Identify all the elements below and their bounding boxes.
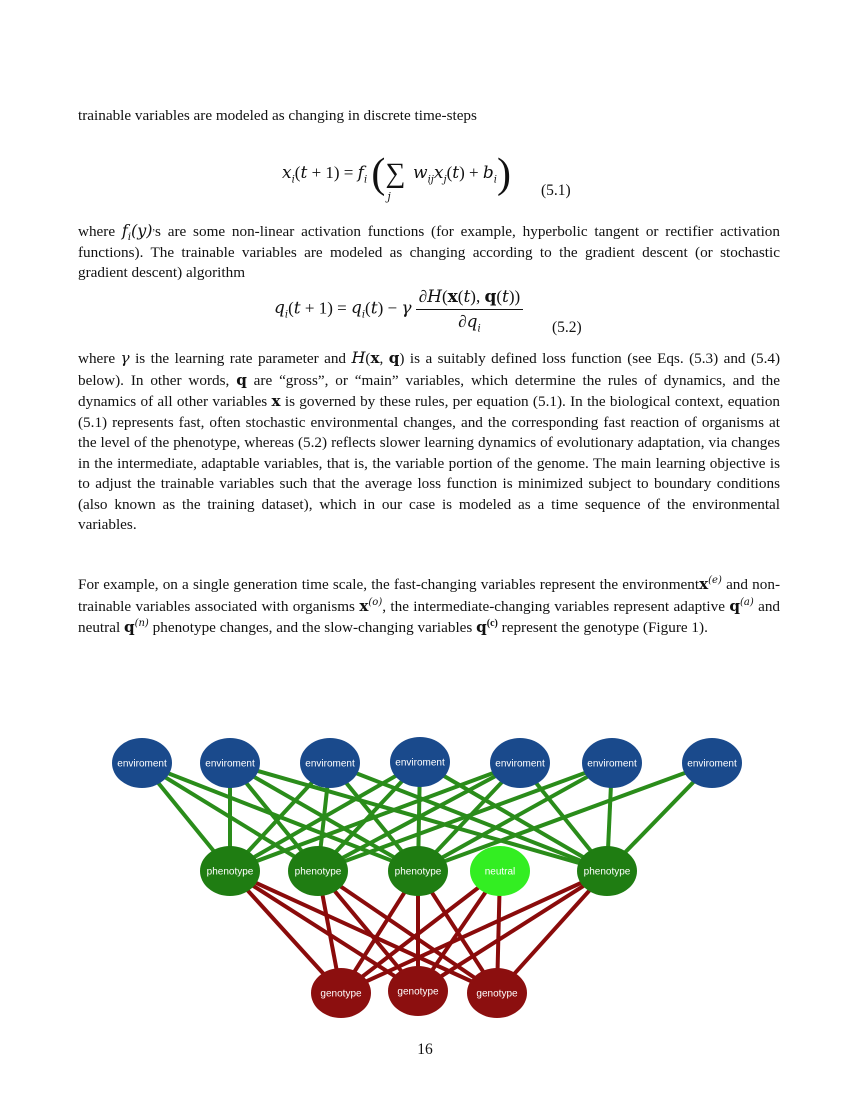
genotype-node: [388, 966, 448, 1016]
genotype-node-label: genotype: [397, 986, 439, 998]
equation-5-2-number: (5.2): [552, 319, 582, 336]
environment-node-label: enviroment: [117, 758, 167, 770]
environment-node-label: enviroment: [587, 758, 637, 770]
environment-node-label: enviroment: [495, 758, 545, 770]
paragraph-activation: where $f_i(y)^,s$ are some non-linear activation functions (for example, hyperbolic tangent or rectifier activation functions). The trainable variables are modeled as changing according to the gradient descent (or stochastic gradient descent) algorithm: [78, 221, 780, 281]
phenotype-node-label: phenotype: [583, 866, 631, 878]
equation-5-1-number: (5.1): [541, 182, 571, 199]
network-nodes: [112, 737, 742, 1018]
environment-node: [200, 738, 260, 788]
figure-1-network: [100, 725, 750, 1025]
environment-node: [582, 738, 642, 788]
neutral-node-label: neutral: [484, 866, 516, 878]
genotype-node-label: genotype: [476, 988, 518, 1000]
phenotype-node: [388, 846, 448, 896]
phenotype-node: [200, 846, 260, 896]
phenotype-node: [288, 846, 348, 896]
genotype-node: [311, 968, 371, 1018]
page-number: 16: [417, 1041, 433, 1058]
phenotype-node-label: phenotype: [206, 866, 254, 878]
environment-node: [390, 737, 450, 787]
environment-node-label: enviroment: [687, 758, 737, 770]
genotype-node-label: genotype: [320, 988, 362, 1000]
environment-node: [490, 738, 550, 788]
equation-5-2: $q_i(t + 1) = q_i(t) - \gamma$ $\frac{\partial H(x(t), q(t))}{\partial q_i}$: [274, 287, 523, 332]
environment-node-label: enviroment: [305, 758, 355, 770]
environment-node: [112, 738, 172, 788]
phenotype-node-label: phenotype: [294, 866, 342, 878]
phenotype-node: [577, 846, 637, 896]
environment-node: [682, 738, 742, 788]
environment-node-label: enviroment: [395, 757, 445, 769]
neutral-node: [470, 846, 530, 896]
genotype-node: [467, 968, 527, 1018]
environment-node-label: enviroment: [205, 758, 255, 770]
equation-5-1: $x_i(t + 1) = f_i$ ($\sum_j$ $w_{ij}x_j(t) + b_i$): [282, 151, 511, 203]
phenotype-node-label: phenotype: [394, 866, 442, 878]
paragraph-learning: where γ is the learning rate parameter and H(x, q) is a suitably defined loss function (see Eqs. (5.3) and (5.4) below). In other words, q are “gross”, or “main” variables, which determine the rules of dynamics, and the dynamics of all other variables x is governed by these rules, per equation (5.1). In the biological context, equation (5.1) represents fast, often stochastic environmental changes, and the corresponding fast reaction of organisms at the level of the phenotype, whereas (5.2) reflects slower learning dynamics of evolutionary adaptation, via changes in the intermediate, adaptable variables, that is, the variable portion of the genome. The main learning objective is to adjust the trainable variables such that the average loss function is minimized subject to boundary conditions (also known as the training dataset), which in our case is modeled as a time sequence of the environmental variables.: [78, 348, 781, 533]
intro-line: trainable variables are modeled as changing in discrete time-steps: [78, 107, 477, 124]
paragraph-example: For example, on a single generation time scale, the fast-changing variables represent the environmentx$^{(e)}$ and non-trainable variables associated with organisms $x^{(o)}$, the intermediate-changing variables represent adaptive $q^{(a)}$ and neutral $q^{(n)}$ phenotype changes, and the slow-changing variables $q^{(c)}$ represent the genotype (Figure 1).: [78, 574, 781, 636]
environment-node: [300, 738, 360, 788]
